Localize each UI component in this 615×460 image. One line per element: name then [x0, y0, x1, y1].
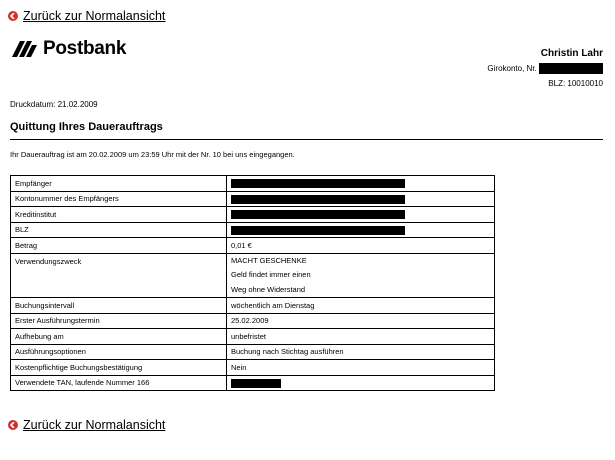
row-value [227, 207, 495, 223]
row-label: Aufhebung am [11, 329, 227, 345]
redacted-value [231, 210, 405, 219]
brand-name: Postbank [43, 38, 127, 59]
account-info [487, 47, 603, 91]
blz: BLZ: 10010010 [548, 79, 603, 88]
table-row [11, 313, 495, 329]
redacted-value [231, 195, 405, 204]
row-value: 25.02.2009 [227, 313, 495, 329]
row-value: Nein [227, 360, 495, 376]
table-row [11, 298, 495, 314]
row-value-line: Weg ohne Widerstand [231, 284, 306, 294]
row-label: Kostenpflichtige Buchungsbestätigung [11, 360, 227, 376]
row-value: 0,01 € [227, 238, 495, 254]
back-link-label: Zurück zur Normalansicht [23, 418, 166, 432]
back-arrow-icon [8, 11, 18, 21]
row-label: Empfänger [11, 176, 227, 192]
table-row [11, 238, 495, 254]
row-value-line: Geld findet immer einen [231, 270, 311, 279]
account-number-label: Girokonto, Nr. [487, 64, 537, 73]
row-label: Ausführungsoptionen [11, 344, 227, 360]
table-row [11, 222, 495, 238]
table-row [11, 207, 495, 223]
row-label: BLZ [11, 222, 227, 238]
print-date: Druckdatum: 21.02.2009 [10, 100, 98, 109]
redacted-value [231, 226, 405, 235]
postbank-mark-icon [10, 39, 38, 59]
table-row [11, 253, 495, 298]
row-label: Kontonummer des Empfängers [11, 191, 227, 207]
row-value [227, 176, 495, 192]
table-row [11, 360, 495, 376]
row-label: Buchungsintervall [11, 298, 227, 314]
row-value: Buchung nach Stichtag ausführen [227, 344, 495, 360]
page-title: Quittung Ihres Dauerauftrags [10, 121, 163, 133]
account-number-redacted [539, 63, 603, 74]
table-row [11, 329, 495, 345]
table-row [11, 375, 495, 391]
back-link-label: Zurück zur Normalansicht [23, 9, 166, 23]
row-value: wöchentlich am Dienstag [227, 298, 495, 314]
table-row [11, 191, 495, 207]
back-arrow-icon [8, 420, 18, 430]
intro-text: Ihr Dauerauftrag ist am 20.02.2009 um 23:59 Uhr mit der Nr. 10 bei uns eingegangen. [10, 150, 295, 159]
row-value [227, 253, 495, 298]
divider [10, 139, 603, 140]
redacted-value [231, 379, 281, 388]
row-value [227, 191, 495, 207]
table-row [11, 344, 495, 360]
redacted-value [231, 179, 405, 188]
back-to-normal-view-link-top[interactable] [8, 9, 165, 23]
row-value: unbefristet [227, 329, 495, 345]
back-to-normal-view-link-bottom[interactable] [8, 418, 165, 432]
standing-order-table [10, 175, 495, 391]
table-row [11, 176, 495, 192]
row-label: Erster Ausführungstermin [11, 313, 227, 329]
account-number-line [487, 61, 603, 76]
row-label: Betrag [11, 238, 227, 254]
row-label: Kreditinstitut [11, 207, 227, 223]
row-label: Verwendungszweck [11, 253, 227, 298]
account-holder: Christin Lahr [540, 48, 603, 59]
postbank-logo [10, 38, 126, 60]
row-label: Verwendete TAN, laufende Nummer 166 [11, 375, 227, 391]
row-value [227, 375, 495, 391]
row-value-line: MACHT GESCHENKE [231, 255, 307, 265]
row-value [227, 222, 495, 238]
